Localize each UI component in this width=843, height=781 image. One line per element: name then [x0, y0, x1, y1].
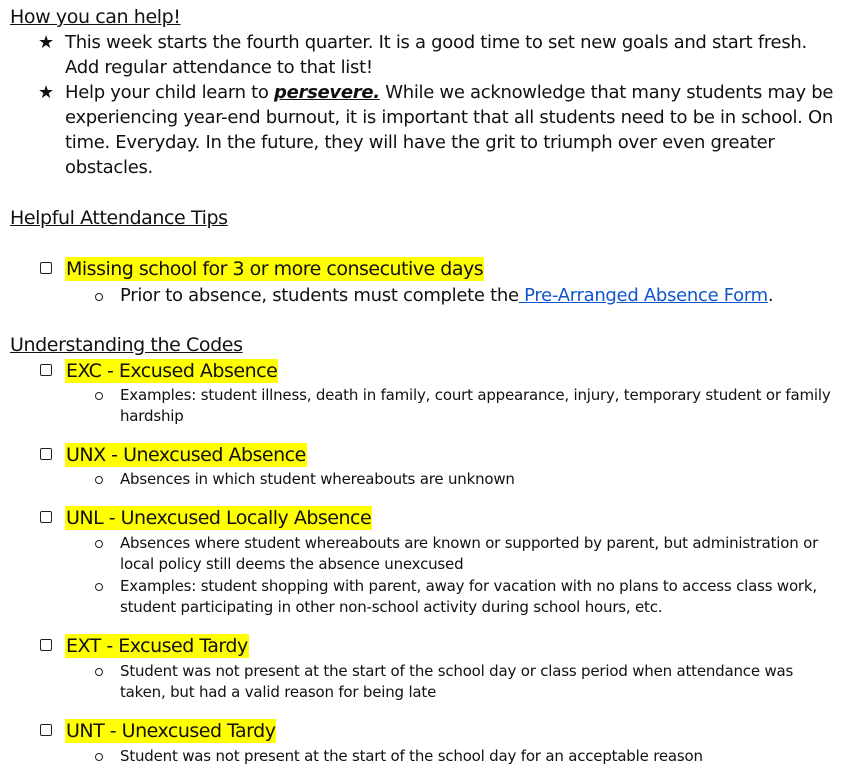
star-icon: ★: [38, 32, 54, 53]
hollow-bullet-icon: [95, 668, 103, 676]
help-item-persevere: [38, 80, 838, 180]
code-unt-sub-text: Student was not present at the start of the school day for an acceptable reason: [120, 747, 703, 765]
code-ext-label: EXT - Excused Tardy: [66, 635, 248, 657]
help-item-persevere-text: [65, 80, 837, 180]
hollow-bullet-icon: [95, 753, 103, 761]
hollow-bullet-icon: [95, 476, 103, 484]
tip-item-label: Missing school for 3 or more consecutive days: [66, 258, 484, 280]
code-unx-sub-text: Absences in which student whereabouts are unknown: [120, 470, 515, 488]
tip-sub-text: Prior to absence, students must complete the: [120, 285, 519, 306]
persevere-prefix: Help your child learn to: [65, 82, 275, 103]
hollow-bullet-icon: [95, 392, 103, 400]
persevere-emphasis: persevere.: [274, 82, 380, 103]
help-heading: How you can help!: [10, 6, 181, 28]
help-item-goals: [38, 30, 838, 80]
code-unl-label: UNL - Unexcused Locally Absence: [66, 507, 372, 529]
code-unx-label: UNX - Unexcused Absence: [66, 444, 306, 466]
hollow-bullet-icon: [95, 583, 103, 591]
help-item-goals-text: This week starts the fourth quarter. It is a good time to set new goals and start fresh. Add regular attendance to that list!: [65, 32, 807, 78]
tips-heading: Helpful Attendance Tips: [10, 207, 228, 229]
checkbox-icon[interactable]: [40, 262, 52, 274]
code-exc-sub-text: Examples: student illness, death in family, court appearance, injury, temporary student or family hardship: [120, 386, 831, 425]
code-ext-sub-text: Student was not present at the start of the school day or class period when attendance was taken, but had a valid reason for being late: [120, 662, 794, 701]
tip-sub-suffix: .: [767, 285, 774, 306]
code-unt-label: UNT - Unexcused Tardy: [66, 720, 276, 742]
checkbox-icon[interactable]: [40, 724, 52, 736]
hollow-bullet-icon: [95, 293, 103, 301]
code-exc-label: EXC - Excused Absence: [66, 360, 278, 382]
persevere-suffix: While we acknowledge that many students may be experiencing year-end burnout, it is important that all students need to be in school. On time. Everyday. In the future, they will have the grit to triumph over even greater obstacles.: [65, 82, 834, 178]
hollow-bullet-icon: [95, 540, 103, 548]
checkbox-icon[interactable]: [40, 364, 52, 376]
code-unl-sub-1-text: Absences where student whereabouts are known or supported by parent, but administration or local policy still deems the absence unexcused: [120, 534, 819, 573]
codes-heading: Understanding the Codes: [10, 334, 243, 356]
pre-arranged-absence-form-link[interactable]: Pre-Arranged Absence Form: [518, 285, 768, 306]
checkbox-icon[interactable]: [40, 448, 52, 460]
checkbox-icon[interactable]: [40, 511, 52, 523]
star-icon: ★: [38, 82, 54, 103]
code-unl-sub-2-text: Examples: student shopping with parent, away for vacation with no plans to access class work, student participating in other non-school activity during school hours, etc.: [120, 577, 817, 616]
checkbox-icon[interactable]: [40, 639, 52, 651]
